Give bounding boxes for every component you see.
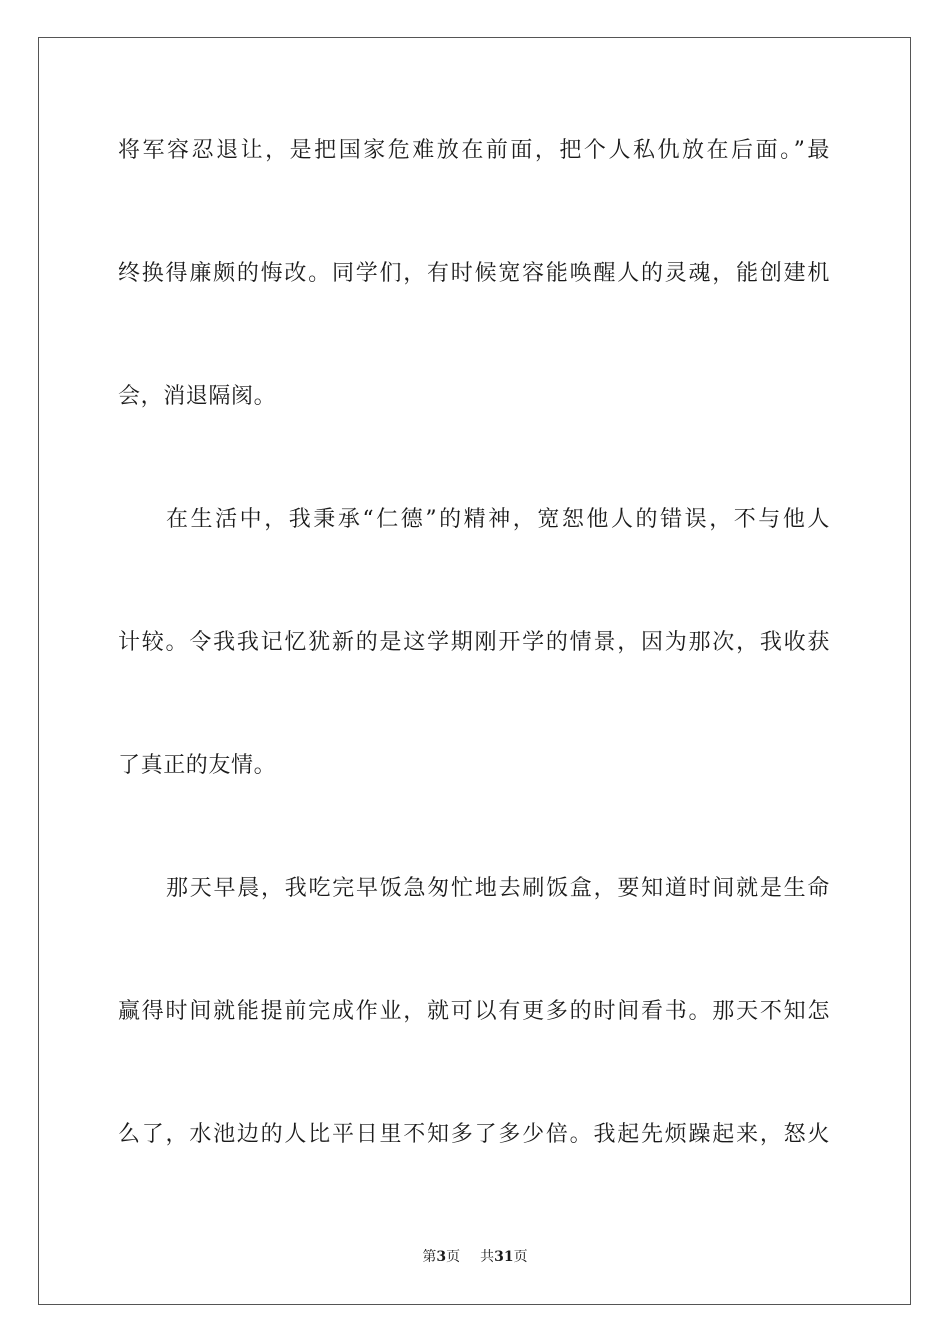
text-line-1: 将军容忍退让，是把国家危难放在前面，把个人私仇放在后面。”最 — [118, 138, 830, 163]
text-line-7: 那天早晨，我吃完早饭急匆忙地去刷饭盒，要知道时间就是生命 — [166, 876, 830, 901]
total-prefix: 共 — [480, 1249, 495, 1265]
text-line-2: 终换得廉颇的悔改。同学们，有时候宽容能唤醒人的灵魂，能创建机 — [118, 261, 830, 286]
page-prefix: 第 — [422, 1249, 437, 1265]
text-line-8: 赢得时间就能提前完成作业，就可以有更多的时间看书。那天不知怎 — [118, 999, 830, 1024]
text-line-4: 在生活中，我秉承“仁德”的精神，宽恕他人的错误，不与他人 — [166, 507, 830, 532]
text-line-3: 会，消退隔阂。 — [118, 384, 277, 409]
page-number: 3 — [436, 1249, 447, 1265]
page-border — [38, 37, 911, 1305]
text-line-9: 么了，水池边的人比平日里不知多了多少倍。我起先烦躁起来，怒火 — [118, 1122, 830, 1147]
text-line-6: 了真正的友情。 — [118, 753, 277, 778]
page-suffix: 页 — [446, 1249, 461, 1265]
total-suffix: 页 — [513, 1249, 528, 1265]
text-line-5: 计较。令我我记忆犹新的是这学期刚开学的情景，因为那次，我收获 — [118, 630, 830, 655]
page-footer — [0, 1248, 950, 1266]
total-pages: 31 — [494, 1249, 514, 1265]
